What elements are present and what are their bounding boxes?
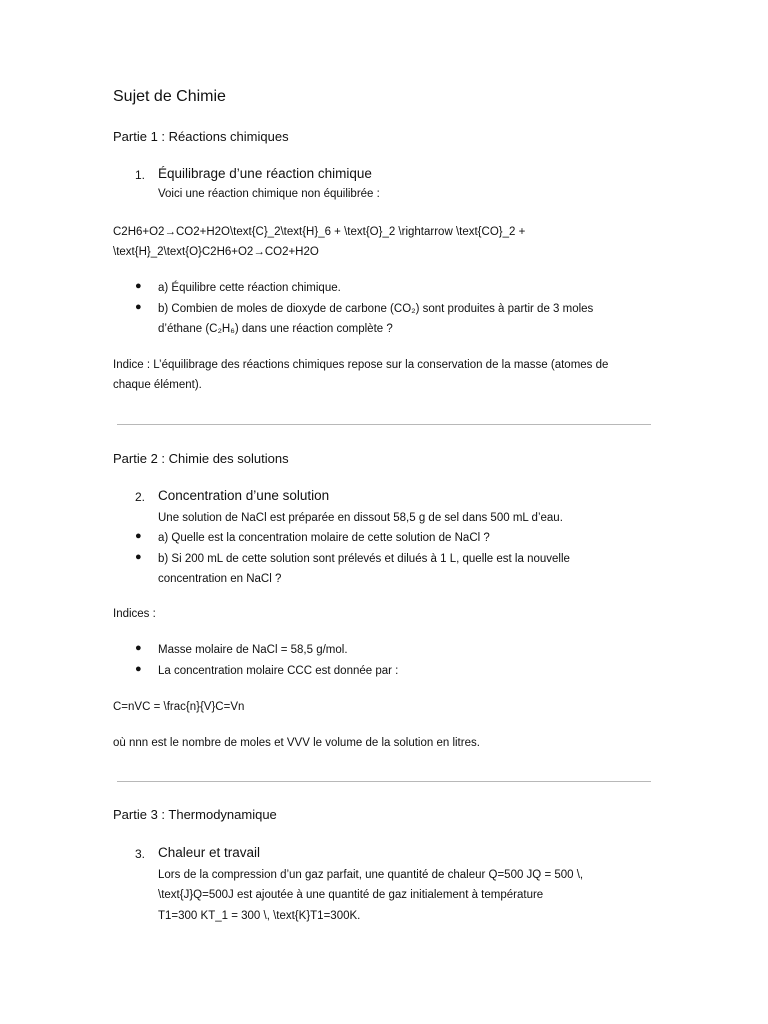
part2-bullet-b-line1: b) Si 200 mL de cette solution sont prélevés et dilués à 1 L, quelle est la nouvelle xyxy=(158,553,570,565)
section-divider xyxy=(117,424,651,425)
part2-question-title: Concentration d’une solution xyxy=(158,488,330,503)
part1-intro: Voici une réaction chimique non équilibrée : xyxy=(158,188,380,200)
document-title: Sujet de Chimie xyxy=(113,88,226,105)
part1-bullet-b-line1: b) Combien de moles de dioxyde de carbone (CO₂) sont produites à partir de 3 moles xyxy=(158,303,594,315)
part3-question-title: Chaleur et travail xyxy=(158,845,261,860)
part3-title: Partie 3 : Thermodynamique xyxy=(113,807,277,822)
part2-question-number: 2. xyxy=(135,490,146,504)
part1-hint-line2: chaque élément). xyxy=(113,379,202,391)
part1-bullet-b-line2: d’éthane (C₂H₆) dans une réaction complète ? xyxy=(158,323,393,335)
part2-note: où nnn est le nombre de moles et VVV le volume de la solution en litres. xyxy=(113,737,480,749)
part2-bullet-a: a) Quelle est la concentration molaire de cette solution de NaCl ? xyxy=(158,532,490,544)
part2-bullet-b-line2: concentration en NaCl ? xyxy=(158,573,282,585)
bullet: ● xyxy=(135,301,142,313)
part2-title: Partie 2 : Chimie des solutions xyxy=(113,451,289,466)
section-divider xyxy=(117,781,651,782)
part3-text-line2: \text{J}Q=500J est ajoutée à une quantité de gaz initialement à température xyxy=(158,889,544,901)
bullet: ● xyxy=(135,663,142,675)
part3-text-line3: T1=300 KT_1 = 300 \, \text{K}T1=300K. xyxy=(158,910,361,922)
part2-hint-2: La concentration molaire CCC est donnée par : xyxy=(158,665,399,677)
part1-equation-line1: C2H6+O2→CO2+H2O\text{C}_2\text{H}_6 + \text{O}_2 \rightarrow \text{CO}_2 + xyxy=(113,226,526,238)
part1-question-title: Équilibrage d’une réaction chimique xyxy=(158,166,372,181)
part2-formula: C=nVC = \frac{n}{V}C=Vn xyxy=(113,701,245,713)
part1-hint-line1: Indice : L’équilibrage des réactions chimiques repose sur la conservation de la masse (atomes de xyxy=(113,359,609,371)
bullet: ● xyxy=(135,280,142,292)
part2-hint-1: Masse molaire de NaCl = 58,5 g/mol. xyxy=(158,644,348,656)
bullet: ● xyxy=(135,642,142,654)
part1-equation-line2: \text{H}_2\text{O}C2H6+O2→CO2+H2O xyxy=(113,246,319,258)
part1-bullet-a: a) Équilibre cette réaction chimique. xyxy=(158,282,341,294)
part1-question-number: 1. xyxy=(135,168,146,182)
part2-hints-label: Indices : xyxy=(113,608,156,620)
part1-title: Partie 1 : Réactions chimiques xyxy=(113,129,289,144)
bullet: ● xyxy=(135,551,142,563)
part3-question-number: 3. xyxy=(135,847,146,861)
bullet: ● xyxy=(135,530,142,542)
part2-intro: Une solution de NaCl est préparée en dissout 58,5 g de sel dans 500 mL d’eau. xyxy=(158,512,563,524)
part3-text-line1: Lors de la compression d’un gaz parfait, une quantité de chaleur Q=500 JQ = 500 \, xyxy=(158,869,584,881)
